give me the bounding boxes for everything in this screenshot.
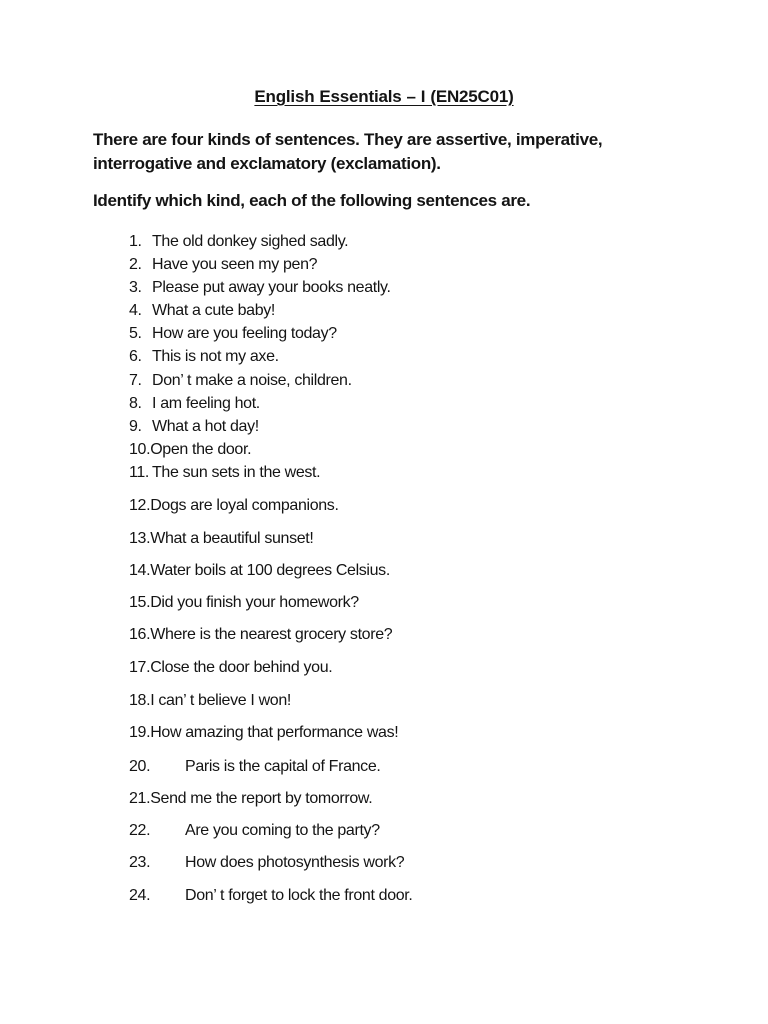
item-number: 21. [129, 790, 151, 807]
list-item [129, 788, 372, 810]
list-item [129, 756, 380, 778]
item-number: 7. [129, 372, 142, 389]
list-item [129, 300, 275, 322]
item-text: Where is the nearest grocery store? [150, 626, 393, 643]
item-text: Paris is the capital of France. [185, 758, 381, 775]
item-text: Open the door. [150, 441, 252, 458]
item-number: 8. [129, 395, 142, 412]
item-number: 6. [129, 348, 142, 365]
list-item [129, 495, 339, 517]
list-item [129, 560, 390, 582]
item-number: 14. [129, 562, 151, 579]
item-text: What a beautiful sunset! [150, 530, 314, 547]
item-text: Don’ t forget to lock the front door. [185, 887, 413, 904]
item-text: What a cute baby! [152, 302, 276, 319]
item-number: 1. [129, 233, 142, 250]
page-title: English Essentials – I (EN25C01) [254, 87, 514, 106]
item-text: How does photosynthesis work? [185, 854, 405, 871]
list-item [129, 416, 259, 438]
item-number: 11. [129, 464, 150, 481]
item-number: 13. [129, 530, 151, 547]
item-number: 12. [129, 497, 151, 514]
instruction-paragraph: Identify which kind, each of the following sentences are. [93, 191, 531, 210]
item-number: 22. [129, 822, 151, 839]
item-number: 17. [129, 659, 151, 676]
item-text: Don’ t make a noise, children. [152, 372, 352, 389]
item-text: How amazing that performance was! [150, 724, 399, 741]
list-item [129, 722, 398, 744]
list-item [129, 528, 313, 550]
list-item [129, 592, 359, 614]
item-text: The sun sets in the west. [152, 464, 321, 481]
list-item [129, 820, 380, 842]
item-number: 16. [129, 626, 151, 643]
list-item [129, 624, 392, 646]
list-item [129, 852, 404, 874]
item-text: Did you finish your homework? [150, 594, 359, 611]
item-text: How are you feeling today? [152, 325, 337, 342]
item-number: 3. [129, 279, 142, 296]
item-text: What a hot day! [152, 418, 259, 435]
list-item [129, 277, 391, 299]
item-text: Have you seen my pen? [152, 256, 318, 273]
item-number: 19. [129, 724, 151, 741]
item-number: 9. [129, 418, 142, 435]
list-item [129, 462, 320, 484]
item-text: The old donkey sighed sadly. [152, 233, 349, 250]
list-item [129, 323, 337, 345]
item-number: 4. [129, 302, 142, 319]
item-text: Are you coming to the party? [185, 822, 380, 839]
item-number: 20. [129, 758, 151, 775]
item-text: I am feeling hot. [152, 395, 260, 412]
item-text: I can’ t believe I won! [150, 692, 291, 709]
item-number: 2. [129, 256, 142, 273]
list-item [129, 346, 279, 368]
intro-paragraph: There are four kinds of sentences. They are assertive, imperative, interrogative and exclamatory (exclamation). [93, 130, 603, 173]
item-text: Send me the report by tomorrow. [150, 790, 373, 807]
item-text: This is not my axe. [152, 348, 279, 365]
list-item [129, 439, 251, 461]
item-number: 15. [129, 594, 151, 611]
item-number: 18. [129, 692, 151, 709]
item-number: 23. [129, 854, 151, 871]
item-text: Please put away your books neatly. [152, 279, 391, 296]
list-item [129, 231, 348, 253]
item-text: Close the door behind you. [150, 659, 333, 676]
list-item [129, 690, 291, 712]
list-item [129, 885, 412, 907]
item-text: Water boils at 100 degrees Celsius. [150, 562, 390, 579]
list-item [129, 254, 317, 276]
item-number: 10. [129, 441, 151, 458]
list-item [129, 393, 260, 415]
item-number: 5. [129, 325, 142, 342]
list-item [129, 370, 352, 392]
list-item [129, 657, 332, 679]
item-number: 24. [129, 887, 151, 904]
item-text: Dogs are loyal companions. [150, 497, 339, 514]
